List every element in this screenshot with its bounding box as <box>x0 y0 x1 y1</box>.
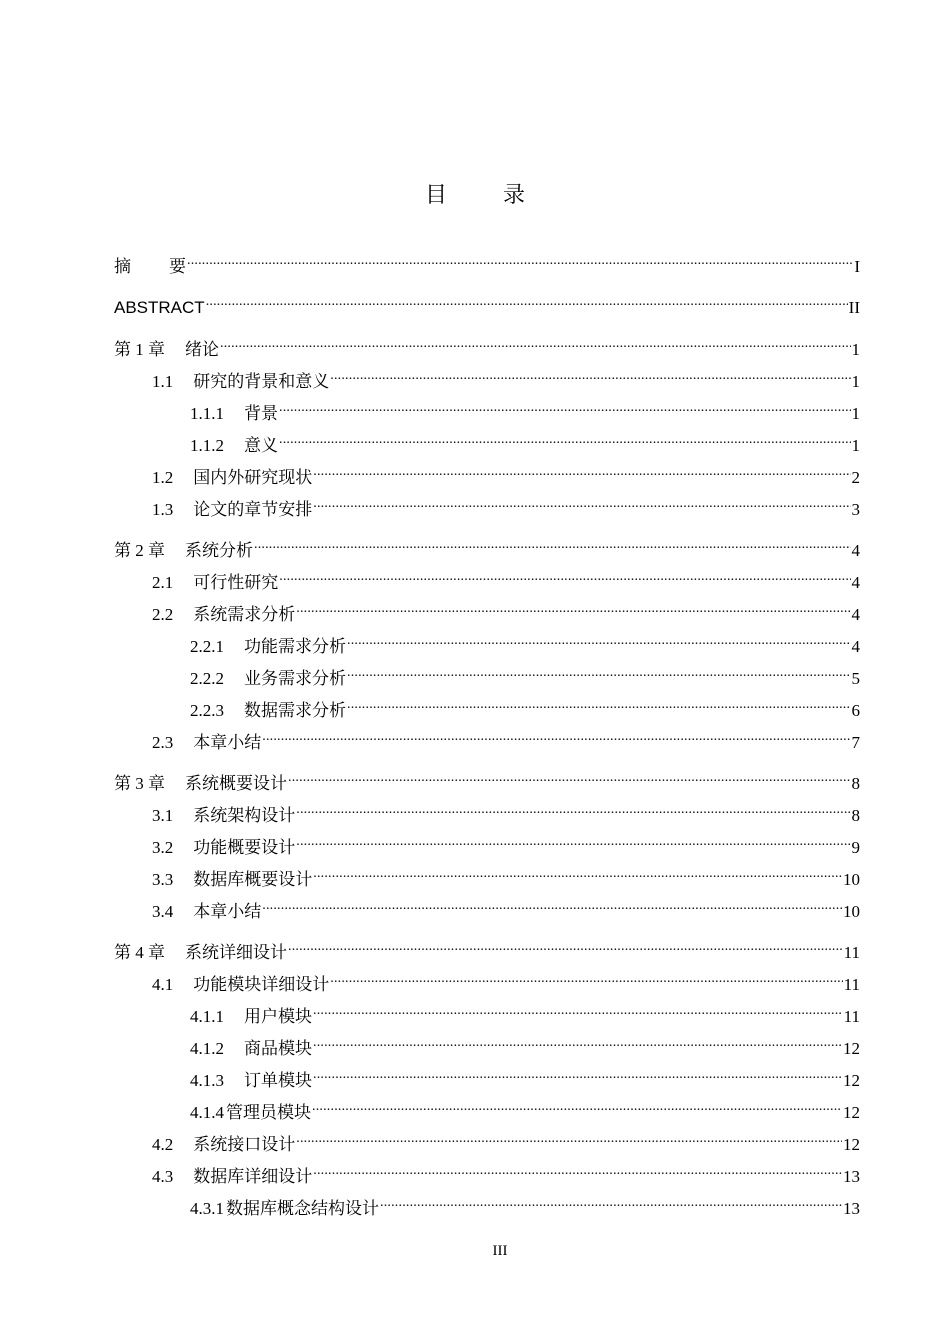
toc-dot-leader <box>279 395 851 419</box>
toc-entry-number: 1.2 <box>152 468 174 487</box>
toc-dot-leader <box>313 1158 842 1182</box>
toc-title <box>0 178 950 209</box>
toc-entry-number: 1.1.1 <box>190 404 224 423</box>
toc-entry[interactable] <box>190 692 860 720</box>
toc-entry-title: 功能模块详细设计 <box>193 975 330 994</box>
toc-entry-label <box>114 338 219 362</box>
toc-entry[interactable] <box>190 427 860 455</box>
toc-entry[interactable] <box>152 829 860 857</box>
toc-entry[interactable] <box>152 966 860 994</box>
toc-entry-label <box>152 868 312 892</box>
toc-entry-number: 2.2 <box>152 605 174 624</box>
toc-entry-page-number: 2 <box>851 468 860 487</box>
toc-entry-page-number: 1 <box>851 436 860 455</box>
toc-entry-number: 1.1 <box>152 372 174 391</box>
toc-entry-page-number: 1 <box>851 340 860 359</box>
toc-entry-title: 管理员模块 <box>226 1103 311 1122</box>
toc-entry-label <box>152 466 312 490</box>
toc-entry[interactable] <box>190 395 860 423</box>
toc-dot-leader <box>313 1062 842 1086</box>
toc-dot-leader <box>206 289 848 313</box>
toc-entry-page-number: 12 <box>843 1103 860 1122</box>
toc-dot-leader <box>296 1126 842 1150</box>
toc-entry-page-number: 4 <box>851 541 860 560</box>
toc-dot-leader <box>288 765 851 789</box>
toc-entry-number: 4.2 <box>152 1135 174 1154</box>
toc-entry-label <box>152 731 261 755</box>
toc-entry-page-number: 1 <box>851 404 860 423</box>
toc-entry-number: 4.1.3 <box>190 1071 224 1090</box>
toc-entry-title: 意义 <box>244 436 278 455</box>
toc-entry-page-number: II <box>848 298 860 317</box>
toc-entry-page-number: 5 <box>851 669 860 688</box>
toc-entry-title: 系统接口设计 <box>193 1135 296 1154</box>
toc-entry-label <box>152 1165 312 1189</box>
toc-entry-label <box>152 370 329 394</box>
toc-entry-label <box>190 1197 379 1221</box>
toc-dot-leader <box>187 248 853 272</box>
toc-entry[interactable] <box>152 724 860 752</box>
toc-dot-leader <box>347 660 851 684</box>
toc-entry[interactable] <box>152 596 860 624</box>
toc-entry-page-number: 9 <box>851 838 860 857</box>
toc-entry-number: 2.2.2 <box>190 669 224 688</box>
toc-dot-leader <box>313 459 850 483</box>
toc-entry-number: 4.3.1 <box>190 1199 224 1218</box>
toc-entry-title: 数据库详细设计 <box>193 1167 313 1186</box>
toc-entry-number: 2.2.3 <box>190 701 224 720</box>
toc-entry-number: 第 3 章 <box>114 774 165 793</box>
toc-entry-title: 要 <box>169 257 186 276</box>
toc-entry-page-number: 13 <box>843 1199 860 1218</box>
toc-entry-page-number: 11 <box>843 943 860 962</box>
toc-dot-leader <box>279 564 850 588</box>
toc-dot-leader <box>313 1030 842 1054</box>
toc-entry-label <box>152 836 295 860</box>
toc-entry-page-number: 8 <box>851 806 860 825</box>
toc-entry-page-number: 3 <box>851 500 860 519</box>
toc-entry-title: 系统分析 <box>185 541 253 560</box>
toc-dot-leader <box>380 1190 842 1214</box>
toc-entry-title: 研究的背景和意义 <box>193 372 330 391</box>
toc-entry-label <box>152 804 295 828</box>
toc-entry-number: 第 4 章 <box>114 943 165 962</box>
toc-dot-leader <box>262 893 842 917</box>
toc-entry-page-number: 13 <box>843 1167 860 1186</box>
toc-entry-label <box>190 1069 312 1093</box>
toc-entry-page-number: 4 <box>851 573 860 592</box>
toc-entry-title: 数据库概念结构设计 <box>226 1199 379 1218</box>
toc-entry[interactable] <box>114 765 860 793</box>
toc-entry-page-number: 12 <box>843 1071 860 1090</box>
toc-entry-title: 订单模块 <box>244 1071 312 1090</box>
toc-entry-title: 商品模块 <box>244 1039 312 1058</box>
toc-entry-title: 业务需求分析 <box>244 669 346 688</box>
toc-entry-number: 第 2 章 <box>114 541 165 560</box>
toc-entry-title: 功能概要设计 <box>193 838 296 857</box>
toc-entry[interactable] <box>152 797 860 825</box>
toc-entry-label <box>152 1133 295 1157</box>
toc-dot-leader <box>296 596 850 620</box>
toc-entry-label <box>152 973 329 997</box>
toc-dot-leader <box>262 724 850 748</box>
toc-entry-label <box>190 434 278 458</box>
toc-entry-label <box>152 571 278 595</box>
toc-entry-title: 用户模块 <box>244 1007 312 1026</box>
toc-entry-title: 绪论 <box>185 340 219 359</box>
toc-entry-title: 背景 <box>244 404 278 423</box>
toc-entry[interactable] <box>152 1126 860 1154</box>
toc-entry-page-number: 1 <box>851 372 860 391</box>
toc-dot-leader <box>347 692 851 716</box>
toc-entry[interactable] <box>114 331 860 359</box>
toc-dot-leader <box>296 829 850 853</box>
toc-entry-label <box>114 539 253 563</box>
toc-entry-number: 第 1 章 <box>114 340 165 359</box>
toc-entry-page-number: 10 <box>843 902 860 921</box>
toc-entry[interactable] <box>114 248 860 276</box>
toc-entry-number: 2.1 <box>152 573 174 592</box>
toc-entry-label <box>152 900 261 924</box>
toc-entry-page-number: 4 <box>851 605 860 624</box>
toc-dot-leader <box>254 532 851 556</box>
toc-entry-page-number: 10 <box>843 870 860 889</box>
toc-entry-title: 数据库概要设计 <box>193 870 313 889</box>
toc-dot-leader <box>313 491 850 515</box>
toc-entry-label <box>114 296 205 320</box>
toc-entry[interactable] <box>190 1062 860 1090</box>
toc-entry-title: 系统需求分析 <box>193 605 296 624</box>
toc-entry-label <box>190 1101 311 1125</box>
toc-entry-label <box>152 498 312 522</box>
toc-entry-number: 4.1 <box>152 975 174 994</box>
toc-entry-label <box>152 603 295 627</box>
toc-entry-page-number: 12 <box>843 1135 860 1154</box>
toc-entry[interactable] <box>152 491 860 519</box>
toc-entry-title: 本章小结 <box>193 902 262 921</box>
toc-entry[interactable] <box>114 289 860 317</box>
toc-entry-number: 3.3 <box>152 870 174 889</box>
toc-dot-leader <box>312 1094 842 1118</box>
toc-entry-title: 国内外研究现状 <box>193 468 313 487</box>
toc-entry-number: 4.1.2 <box>190 1039 224 1058</box>
toc-entry[interactable] <box>190 1094 860 1122</box>
toc-entry-number: 3.4 <box>152 902 174 921</box>
toc-entry-page-number: 4 <box>851 637 860 656</box>
toc-entry[interactable] <box>190 1030 860 1058</box>
toc-entry[interactable] <box>114 934 860 962</box>
toc-entry-title: 可行性研究 <box>193 573 279 592</box>
toc-entry-number: 4.1.1 <box>190 1007 224 1026</box>
toc-entry-label <box>190 402 278 426</box>
toc-dot-leader <box>313 861 842 885</box>
toc-entry-page-number: 11 <box>843 975 860 994</box>
toc-entry-label <box>190 1005 312 1029</box>
toc-entry-number: 3.1 <box>152 806 174 825</box>
toc-entry-label <box>190 1037 312 1061</box>
toc-entry-label <box>190 699 346 723</box>
toc-dot-leader <box>296 797 850 821</box>
toc-entry-number: 2.3 <box>152 733 174 752</box>
toc-dot-leader <box>330 363 850 387</box>
toc-entry[interactable] <box>152 893 860 921</box>
toc-entry[interactable] <box>190 660 860 688</box>
toc-entry-title: ABSTRACT <box>114 298 205 317</box>
toc-entry-label <box>114 941 287 965</box>
toc-entry[interactable] <box>114 532 860 560</box>
toc-entry-page-number: 6 <box>851 701 860 720</box>
toc-entry-number: 1.3 <box>152 500 174 519</box>
toc-entry-number: 2.2.1 <box>190 637 224 656</box>
toc-title-part2: 录 <box>503 183 526 208</box>
toc-entry-page-number: 7 <box>851 733 860 752</box>
toc-entry-page-number: 12 <box>843 1039 860 1058</box>
toc-entry-title: 系统概要设计 <box>185 774 287 793</box>
toc-entry[interactable] <box>190 628 860 656</box>
toc-dot-leader <box>220 331 851 355</box>
toc-entry-title: 本章小结 <box>193 733 262 752</box>
toc-dot-leader <box>313 998 843 1022</box>
toc-entry-number: 4.3 <box>152 1167 174 1186</box>
toc-entry[interactable] <box>152 363 860 391</box>
toc-title-part1: 目 <box>424 183 447 208</box>
toc-dot-leader <box>330 966 842 990</box>
toc-entry-page-number: 8 <box>851 774 860 793</box>
toc-entry-page-number: 11 <box>843 1007 860 1026</box>
toc-entry-number: 1.1.2 <box>190 436 224 455</box>
toc-entry-title: 系统架构设计 <box>193 806 296 825</box>
toc-entry-label <box>114 255 186 279</box>
toc-entry[interactable] <box>152 861 860 889</box>
toc-entry[interactable] <box>152 1158 860 1186</box>
toc-dot-leader <box>279 427 851 451</box>
page-number-footer: III <box>492 1243 508 1259</box>
toc-entry-number: 摘 <box>114 257 131 276</box>
toc-entry-page-number: I <box>854 257 860 276</box>
toc-entry-number: 3.2 <box>152 838 174 857</box>
toc-entry[interactable] <box>152 459 860 487</box>
toc-dot-leader <box>347 628 851 652</box>
toc-entry[interactable] <box>190 1190 860 1218</box>
toc-entry-label <box>190 667 346 691</box>
toc-entry-title: 论文的章节安排 <box>193 500 313 519</box>
toc-entry[interactable] <box>190 998 860 1026</box>
toc-entry-title: 系统详细设计 <box>185 943 287 962</box>
toc-entry[interactable] <box>152 564 860 592</box>
toc-entry-label <box>190 635 346 659</box>
toc-entry-title: 功能需求分析 <box>244 637 346 656</box>
toc-entry-title: 数据需求分析 <box>244 701 346 720</box>
toc-dot-leader <box>288 934 843 958</box>
toc-entry-label <box>114 772 287 796</box>
toc-entry-number: 4.1.4 <box>190 1103 224 1122</box>
